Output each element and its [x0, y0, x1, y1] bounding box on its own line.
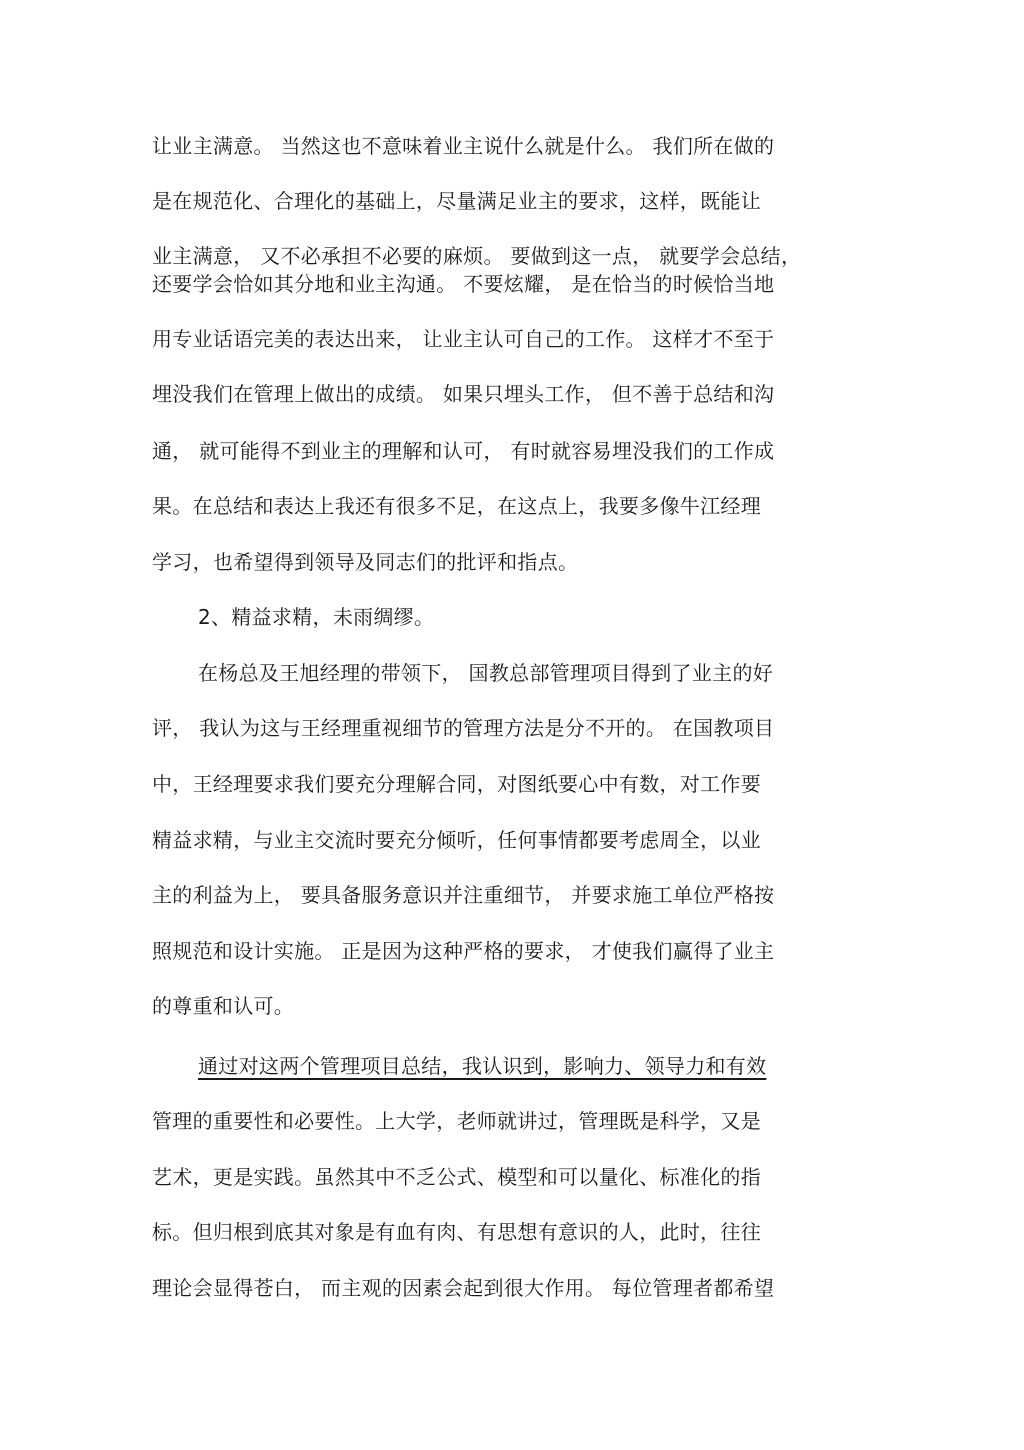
paragraph-line: 中，王经理要求我们要充分理解合同，对图纸要心中有数，对工作要	[152, 772, 761, 796]
paragraph-line: 理论会显得苍白， 而主观的因素会起到很大作用。 每位管理者都希望	[152, 1276, 775, 1300]
paragraph-line: 艺术，更是实践。虽然其中不乏公式、模型和可以量化、标准化的指	[152, 1165, 761, 1189]
paragraph-line: 让业主满意。 当然这也不意味着业主说什么就是什么。 我们所在做的	[152, 134, 775, 158]
paragraph-line: 照规范和设计实施。 正是因为这种严格的要求， 才使我们赢得了业主	[152, 939, 775, 963]
paragraph-line: 还要学会恰如其分地和业主沟通。 不要炫耀， 是在恰当的时候恰当地	[152, 272, 775, 296]
paragraph-line: 学习，也希望得到领导及同志们的批评和指点。	[152, 550, 579, 574]
paragraph-line: 标。但归根到底其对象是有血有肉、有思想有意识的人，此时，往往	[152, 1220, 761, 1244]
paragraph-line: 在杨总及王旭经理的带领下， 国教总部管理项目得到了业主的好	[198, 661, 774, 685]
section-heading: 2、精益求精，未雨绸缪。	[198, 605, 435, 629]
paragraph-line: 管理的重要性和必要性。上大学，老师就讲过，管理既是科学，又是	[152, 1109, 761, 1133]
paragraph-line: 是在规范化、合理化的基础上，尽量满足业主的要求，这样，既能让	[152, 189, 761, 213]
paragraph-line: 精益求精，与业主交流时要充分倾听，任何事情都要考虑周全，以业	[152, 828, 761, 852]
paragraph-line: 用专业话语完美的表达出来， 让业主认可自己的工作。 这样才不至于	[152, 327, 775, 351]
paragraph-line: 果。在总结和表达上我还有很多不足，在这点上，我要多像牛江经理	[152, 494, 761, 518]
paragraph-line: 埋没我们在管理上做出的成绩。 如果只埋头工作， 但不善于总结和沟	[152, 382, 775, 406]
underlined-line: 通过对这两个管理项目总结，我认识到，影响力、领导力和有效	[198, 1054, 767, 1078]
paragraph-line: 评， 我认为这与王经理重视细节的管理方法是分不开的。 在国教项目	[152, 716, 775, 740]
paragraph-line: 主的利益为上， 要具备服务意识并注重细节， 并要求施工单位严格按	[152, 883, 775, 907]
paragraph-line: 通， 就可能得不到业主的理解和认可， 有时就容易埋没我们的工作成	[152, 439, 775, 463]
paragraph-line: 业主满意， 又不必承担不必要的麻烦。 要做到这一点， 就要学会总结，	[152, 244, 802, 268]
paragraph-line: 的尊重和认可。	[152, 994, 295, 1018]
